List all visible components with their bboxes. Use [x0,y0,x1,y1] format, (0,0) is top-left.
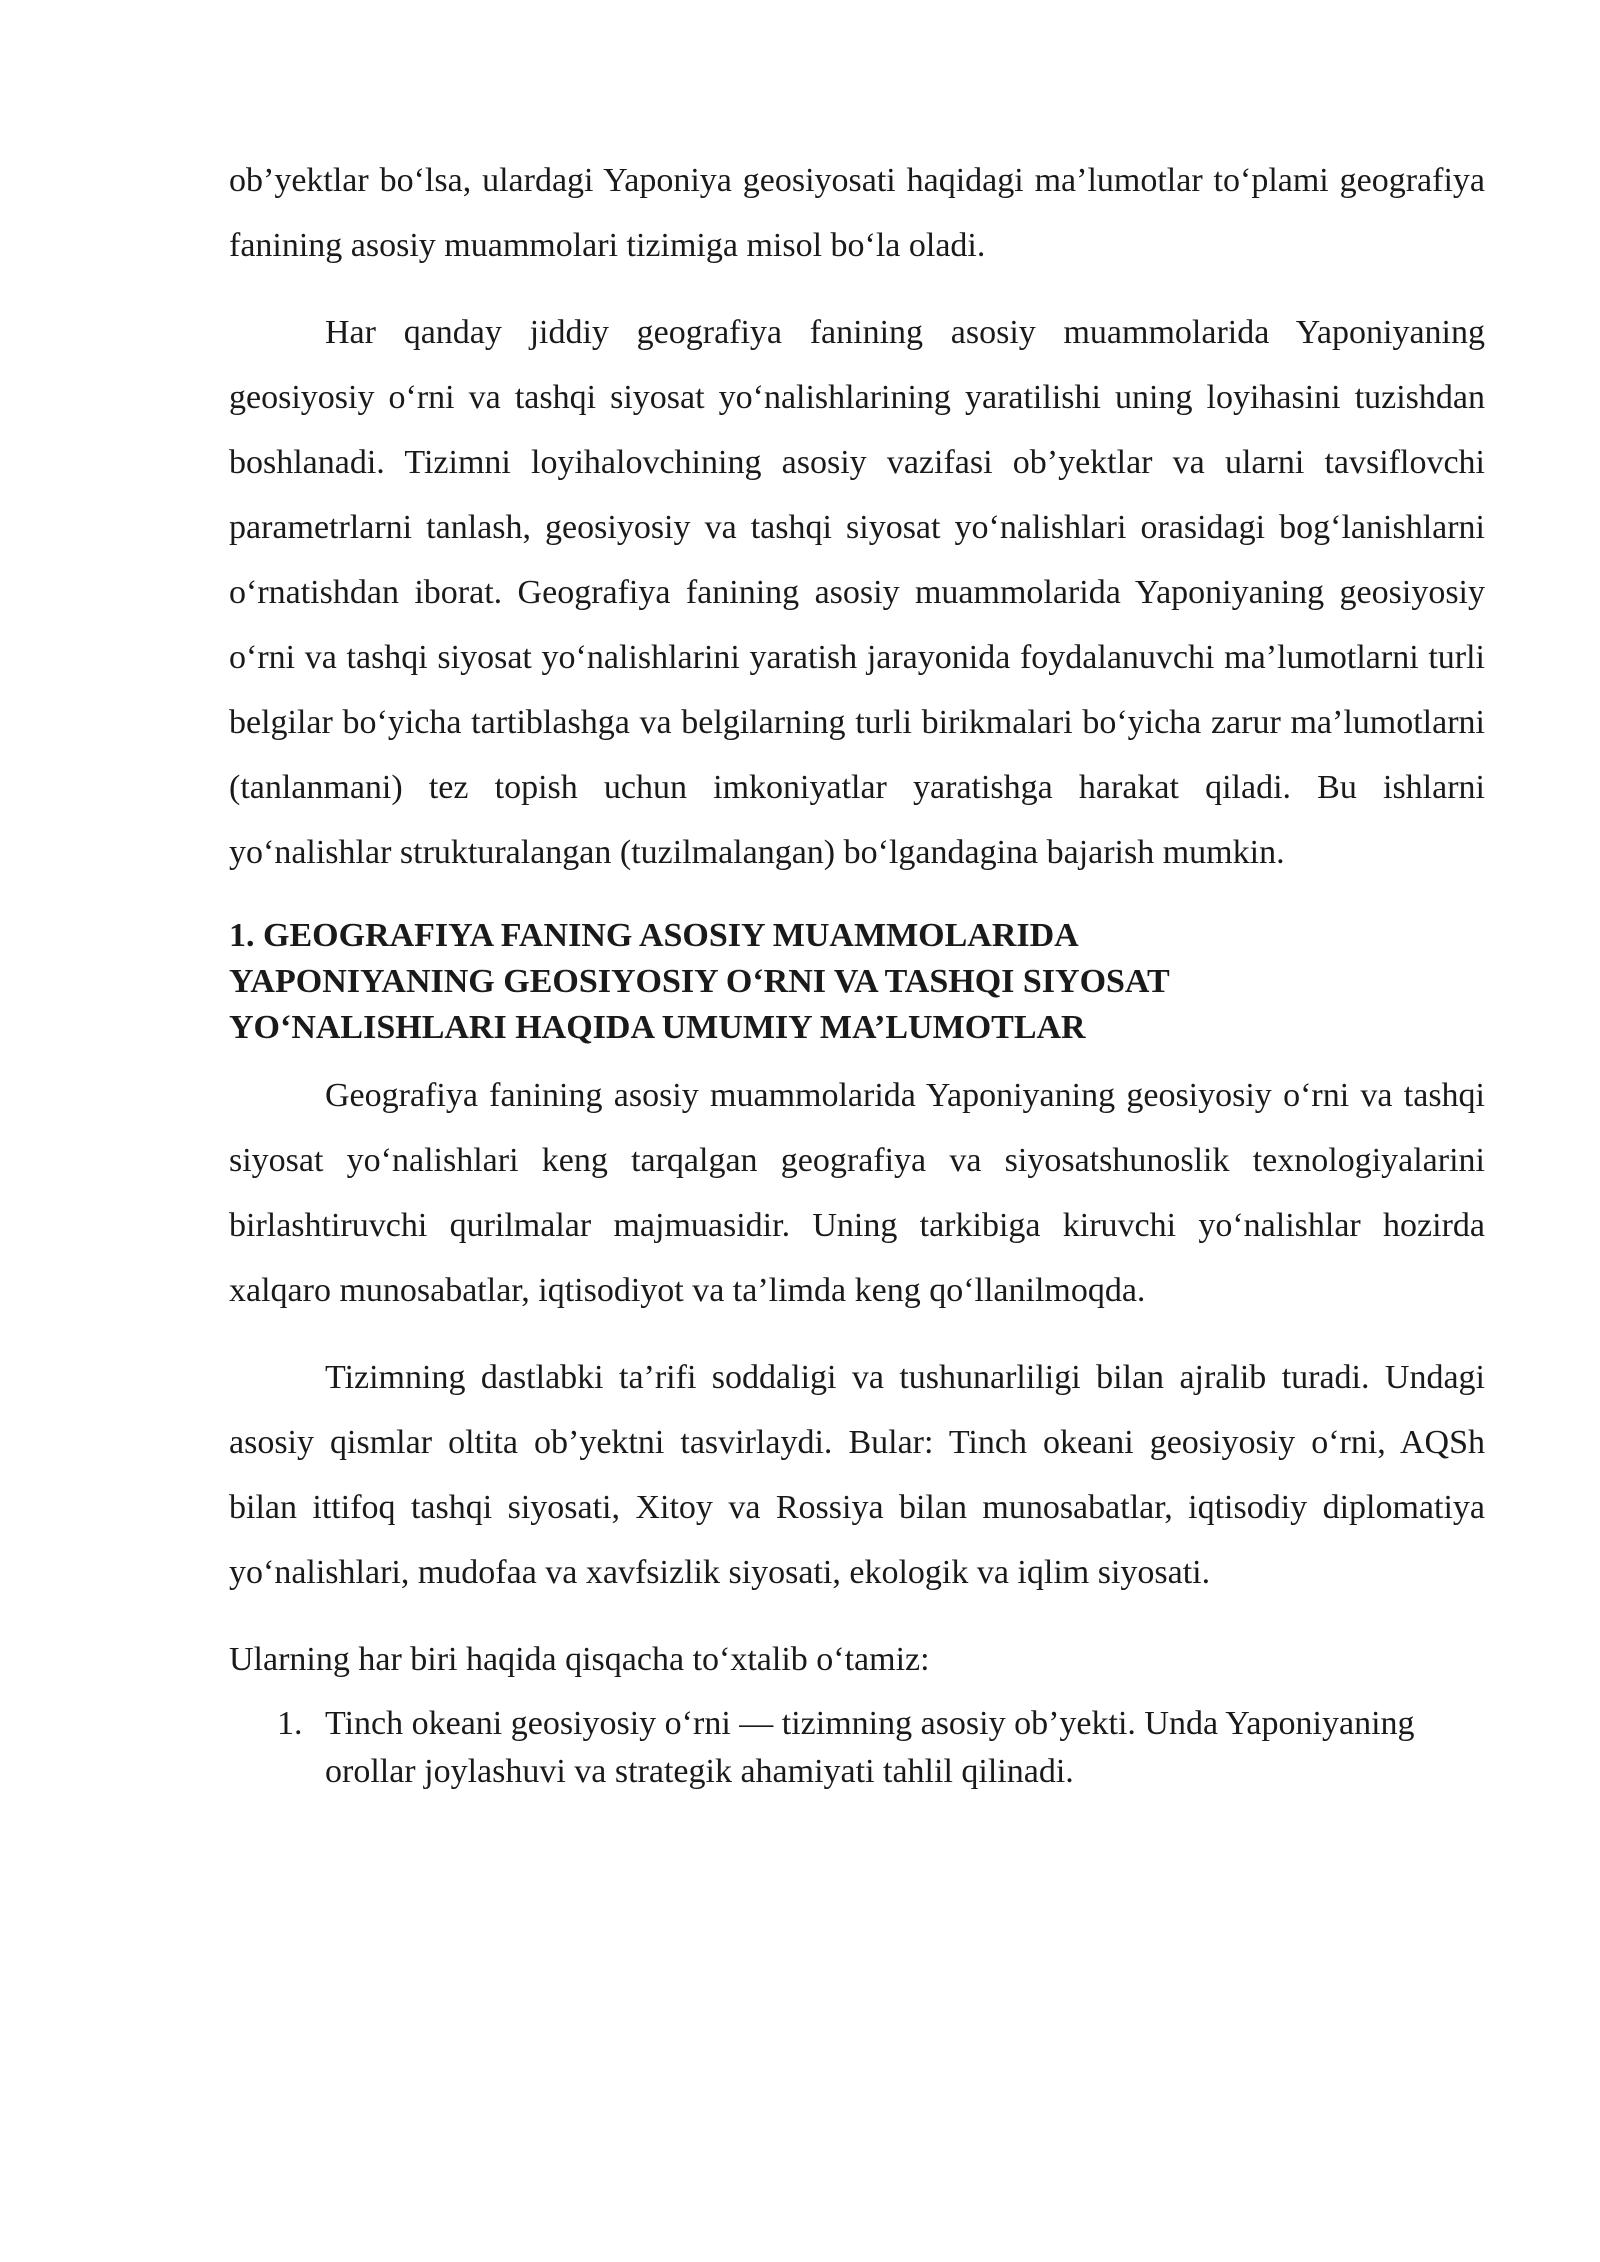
paragraph-5: Ularning har biri haqida qisqacha to‘xtalib o‘tamiz: [229,1641,930,1678]
paragraph-2: Har qanday jiddiy geografiya fanining asosiy muammolarida Yaponiyaning geosiyosiy o‘rni va tashqi siyosat yo‘nalishlarining yaratilishi uning loyihasini tuzishdan boshlanadi. Tizimni loyihalovchining asosiy vazifasi ob’yektlar va ularni tavsiflovchi parametrlarni tanlash, geosiyosiy va tashqi siyosat yo‘nalishlari orasidagi bog‘lanishlarni o‘rnatishdan iborat. Geografiya fanining asosiy muammolarida Yaponiyaning geosiyosiy o‘rni va tashqi siyosat yo‘nalishlarini yaratish jarayonida foydalanuvchi ma’lumotlarni turli belgilar bo‘yicha tartiblashga va belgilarning turli birikmalari bo‘yicha zarur ma’lumotlarni (tanlanmani) tez topish uchun imkoniyatlar yaratishga harakat qiladi. Bu ishlarni yo‘nalishlar strukturalangan (tuzilmalangan) bo‘lgandagina bajarish mumkin. [229,314,1485,871]
list-item [229,1700,1485,1796]
section-heading-line-2: YAPONIYANING GEOSIYOSIY O‘RNI VA TASHQI SIYOSAT [229,963,1170,1000]
paragraph-1: ob’yektlar bo‘lsa, ulardagi Yaponiya geosiyosati haqidagi ma’lumotlar to‘plami geografiya fanining asosiy muammolari tizimiga misol bo‘la oladi. [229,162,1485,264]
document-page [229,148,1485,1796]
numbered-list [229,1700,1485,1796]
paragraph-3: Geografiya fanining asosiy muammolarida Yaponiyaning geosiyosiy o‘rni va tashqi siyosat yo‘nalishlari keng tarqalgan geografiya va siyosatshunoslik texnologiyalarini birlashtiruvchi qurilmalar majmuasidir. Uning tarkibiga kiruvchi yo‘nalishlar hozirda xalqaro munosabatlar, iqtisodiyot va ta’limda keng qo‘llanilmoqda. [229,1077,1485,1309]
list-item-number: 1. [277,1705,303,1742]
section-heading-line-3: YO‘NALISHLARI HAQIDA UMUMIY MA’LUMOTLAR [229,1009,1086,1046]
section-heading-line-1: 1. GEOGRAFIYA FANING ASOSIY MUAMMOLARIDA [229,917,1079,954]
paragraph-4: Tizimning dastlabki ta’rifi soddaligi va tushunarliligi bilan ajralib turadi. Undagi asosiy qismlar oltita ob’yektni tasvirlaydi. Bular: Tinch okeani geosiyosiy o‘rni, AQSh bilan ittifoq tashqi siyosati, Xitoy va Rossiya bilan munosabatlar, iqtisodiy diplomatiya yo‘nalishlari, mudofaa va xavfsizlik siyosati, ekologik va iqlim siyosati. [229,1359,1485,1591]
list-item-text: Tinch okeani geosiyosiy o‘rni — tizimning asosiy ob’yekti. Unda Yaponiyaning orollar joylashuvi va strategik ahamiyati tahlil qilinadi. [325,1705,1415,1790]
section-heading [229,913,1485,1051]
